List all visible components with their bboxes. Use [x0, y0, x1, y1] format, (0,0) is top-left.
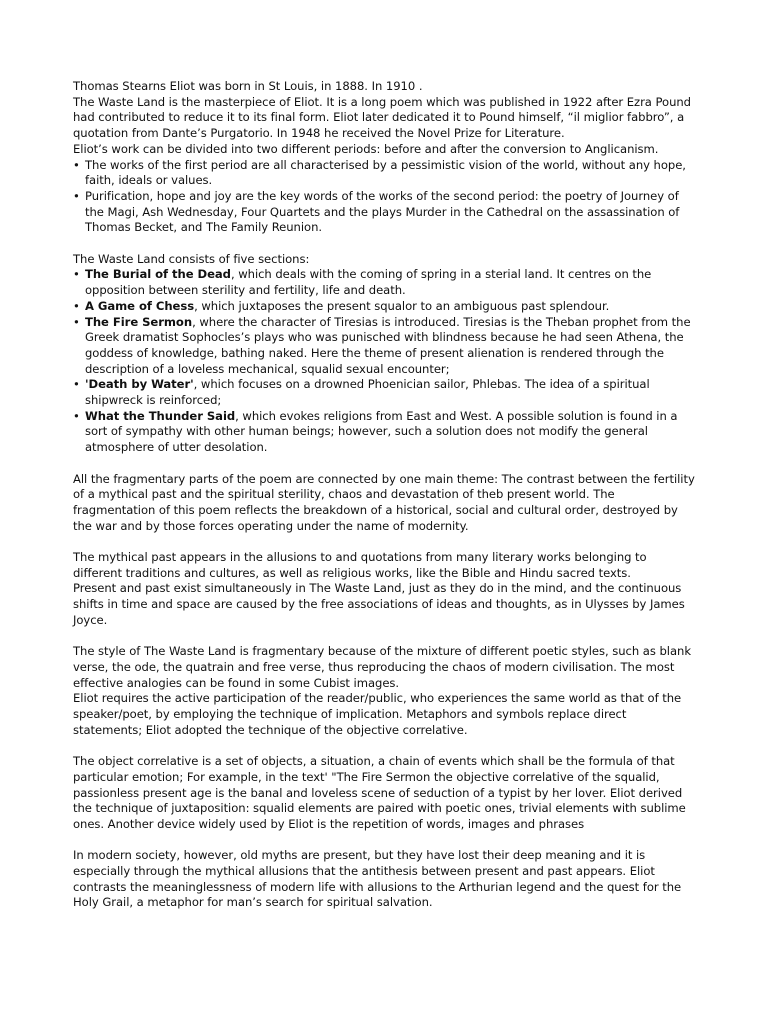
list-item [73, 409, 698, 456]
list-item [73, 158, 698, 189]
paragraph-gap [73, 629, 698, 645]
section-text: , which deals with the coming of spring in a sterial land. It centres on the opposition between sterility and fertility, life and death. [85, 267, 652, 298]
intro-masterpiece: The Waste Land is the masterpiece of Eliot. It is a long poem which was published in 1922 after Ezra Pound had contributed to reduce it to its final form. Eliot later dedicated it to Pound himself, “il miglior fabbro”, a quotation from Dante’s Purgatorio. In 1948 he received the Novel Prize for Literature. [73, 94, 691, 141]
section-title: A Game of Chess [85, 298, 195, 313]
list-item [73, 189, 698, 236]
list-item [73, 377, 698, 408]
list-item [73, 299, 698, 315]
periods-list [73, 158, 698, 237]
section-title: What the Thunder Said [85, 408, 236, 423]
bullet-icon: • [73, 188, 80, 203]
list-item-text: The works of the first period are all characterised by a pessimistic vision of the world, without any hope, faith, ideals or values. [85, 157, 686, 188]
paragraph-gap [73, 738, 698, 754]
sections-list [73, 267, 698, 455]
list-item [73, 315, 698, 378]
correlative-paragraph: The object correlative is a set of objects, a situation, a chain of events which shall be the formula of that particular emotion; For example, in the text' "The Fire Sermon the objective correlative of the squalid, passionless present age is the banal and loveless scene of seduction of a typist by her lover. Eliot derived the technique of juxtaposition: squalid elements are paired with poetic ones, trivial elements with sublime ones. Another device widely used by Eliot is the repetition of words, images and phrases [73, 754, 686, 831]
section-text: , which focuses on a drowned Phoenician sailor, Phlebas. The idea of a spiritual shipwreck is reinforced; [85, 377, 650, 408]
paragraph-gap [73, 456, 698, 472]
paragraph-gap [73, 833, 698, 849]
bullet-icon: • [73, 267, 80, 282]
section-title: 'Death by Water' [85, 377, 194, 392]
list-item [73, 267, 698, 298]
reader-paragraph: Eliot requires the active participation of the reader/public, who experiences the same world as that of the speaker/poet, by employing the technique of implication. Metaphors and symbols replace direct statements; Eliot adopted the technique of the objective correlative. [73, 691, 682, 737]
section-text: , where the character of Tiresias is introduced. Tiresias is the Theban prophet from the Greek dramatist Sophocles’s plays who was punisched with blindness because he had seen Athena, the goddess of knowledge, bathing naked. Here the theme of present alienation is rendered through the description of a loveless mechanical, squalid sexual encounter; [85, 314, 691, 376]
modern-society-paragraph: In modern society, however, old myths are present, but they have lost their deep meaning and it is especially through the mythical allusions that the antithesis between present and past appears. Eliot contrasts the meaninglessness of modern life with allusions to the Arthurian legend and the quest for the Holy Grail, a metaphor for man’s search for spiritual salvation. [73, 848, 682, 910]
section-text: , which evokes religions from East and West. A possible solution is found in a sort of sympathy with other human beings; however, such a solution does not modify the general atmosphere of utter desolation. [85, 408, 678, 455]
bullet-icon: • [73, 408, 80, 423]
section-text: , which juxtaposes the present squalor to an ambiguous past splendour. [194, 298, 610, 313]
style-paragraph: The style of The Waste Land is fragmentary because of the mixture of different poetic styles, such as blank verse, the ode, the quatrain and free verse, thus reproducing the chaos of modern civilisation. The most effective analogies can be found in some Cubist images. [73, 644, 691, 690]
document-page [73, 79, 698, 911]
intro-birth: Thomas Stearns Eliot was born in St Louis, in 1888. In 1910 . [73, 79, 423, 93]
bullet-icon: • [73, 298, 80, 313]
intro-periods: Eliot’s work can be divided into two different periods: before and after the conversion to Anglicanism. [73, 141, 659, 156]
section-title: The Fire Sermon [85, 314, 193, 329]
mythical-past-paragraph: The mythical past appears in the allusions to and quotations from many literary works belonging to different traditions and cultures, as well as religious works, like the Bible and Hindu sacred texts. [73, 550, 647, 580]
section-title: The Burial of the Dead [85, 267, 231, 282]
bullet-icon: • [73, 157, 80, 172]
list-item-text: Purification, hope and joy are the key words of the works of the second period: the poetry of Journey of the Magi, Ash Wednesday, Four Quartets and the plays Murder in the Cathedral on the assassination of Thomas Becket, and The Family Reunion. [85, 188, 680, 235]
present-past-paragraph: Present and past exist simultaneously in The Waste Land, just as they do in the mind, and the continuous shifts in time and space are caused by the free associations of ideas and thoughts, as in Ulysses by James Joyce. [73, 581, 685, 627]
theme-paragraph: All the fragmentary parts of the poem are connected by one main theme: The contrast between the fertility of a mythical past and the spiritual sterility, chaos and devastation of theb present world. The fragmentation of this poem reflects the breakdown of a historical, social and cultural order, destroyed by the war and by those forces operating under the name of modernity. [73, 471, 695, 533]
bullet-icon: • [73, 314, 80, 329]
paragraph-gap [73, 236, 698, 252]
bullet-icon: • [73, 377, 80, 392]
paragraph-gap [73, 534, 698, 550]
sections-heading: The Waste Land consists of five sections: [73, 251, 310, 266]
